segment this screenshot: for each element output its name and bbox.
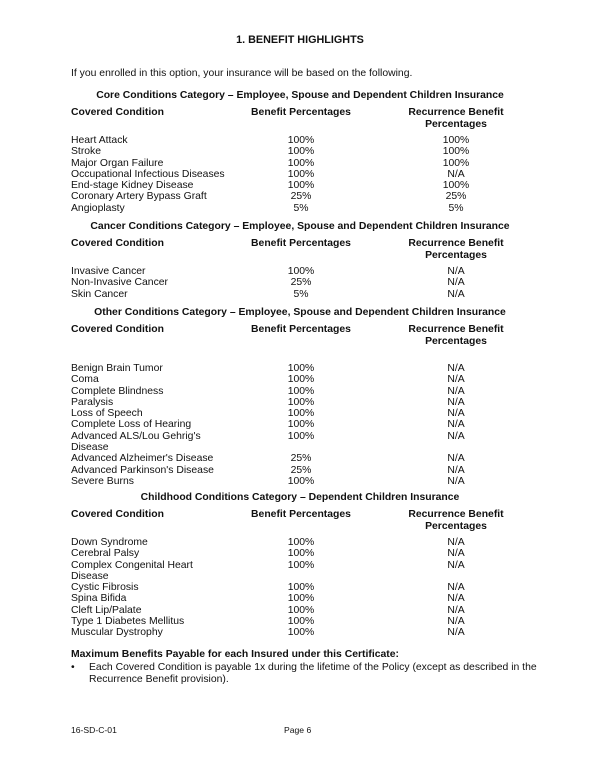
- table-row: [0, 386, 600, 397]
- condition-cell: Paralysis: [71, 396, 114, 408]
- table-row: [0, 374, 600, 385]
- benefit-cell: 5%: [293, 202, 309, 214]
- recurrence-cell: N/A: [447, 627, 465, 639]
- recurrence-cell: 100%: [442, 157, 470, 169]
- benefit-cell: 100%: [287, 374, 315, 386]
- header-condition: Covered Condition: [71, 238, 164, 249]
- maximum-benefits-heading: Maximum Benefits Payable for each Insured under this Certificate:: [71, 649, 399, 660]
- benefit-cell: 25%: [290, 277, 312, 289]
- benefit-cell: 100%: [287, 266, 315, 277]
- benefit-cell: 100%: [287, 604, 315, 616]
- condition-cell: Advanced ALS/Lou Gehrig's Disease: [71, 430, 201, 454]
- recurrence-cell: N/A: [447, 464, 465, 476]
- benefit-cell: 25%: [290, 191, 312, 203]
- recurrence-cell: 5%: [448, 202, 464, 214]
- table-body: [0, 135, 600, 214]
- benefit-cell: 100%: [287, 548, 315, 560]
- benefit-cell: 100%: [287, 408, 315, 420]
- condition-cell: Cystic Fibrosis: [71, 582, 139, 594]
- benefit-cell: 5%: [293, 288, 309, 300]
- section-childhood-conditions: [0, 490, 600, 639]
- recurrence-cell: 25%: [445, 191, 467, 203]
- table-header: [0, 324, 600, 363]
- section-heading: Core Conditions Category – Employee, Spouse and Dependent Children Insurance: [96, 90, 504, 101]
- table-row: [0, 548, 600, 559]
- recurrence-cell: N/A: [447, 537, 465, 548]
- recurrence-cell: 100%: [442, 180, 470, 192]
- condition-cell: Invasive Cancer: [71, 266, 146, 277]
- condition-cell: Complex Congenital Heart Disease: [71, 559, 193, 582]
- recurrence-cell: N/A: [447, 475, 465, 487]
- benefit-cell: 100%: [287, 537, 315, 548]
- benefit-cell: 100%: [287, 582, 315, 594]
- benefit-cell: 100%: [287, 180, 315, 192]
- section-heading: Childhood Conditions Category – Dependent Children Insurance: [140, 492, 460, 503]
- table-row: [0, 453, 600, 464]
- table-row: [0, 146, 600, 157]
- table-row: [0, 397, 600, 408]
- condition-cell: Complete Loss of Hearing: [71, 419, 192, 431]
- recurrence-cell: N/A: [447, 453, 465, 465]
- table-row: [0, 476, 600, 487]
- condition-cell: Cerebral Palsy: [71, 548, 140, 560]
- section-cancer-conditions: [0, 219, 600, 300]
- table-row: [0, 289, 600, 300]
- benefit-cell: 100%: [287, 559, 315, 571]
- recurrence-cell: N/A: [447, 363, 465, 374]
- condition-cell: Stroke: [71, 146, 102, 158]
- recurrence-cell: N/A: [447, 604, 465, 616]
- condition-cell: Type 1 Diabetes Mellitus: [71, 616, 185, 628]
- table-row: [0, 627, 600, 638]
- condition-cell: Major Organ Failure: [71, 157, 164, 169]
- header-benefit: Benefit Percentages: [251, 324, 351, 335]
- benefit-cell: 100%: [287, 396, 315, 408]
- recurrence-cell: 100%: [442, 135, 470, 146]
- recurrence-cell: N/A: [447, 419, 465, 431]
- recurrence-cell: N/A: [447, 374, 465, 386]
- benefit-cell: 100%: [287, 146, 315, 158]
- page-title: 1. BENEFIT HIGHLIGHTS: [236, 34, 364, 46]
- condition-cell: Benign Brain Tumor: [71, 363, 163, 374]
- section-other-conditions: [0, 305, 600, 487]
- recurrence-cell: N/A: [447, 548, 465, 560]
- table-row: [0, 593, 600, 604]
- table-row: [0, 363, 600, 374]
- footer-page-number: Page 6: [284, 725, 312, 735]
- condition-cell: Loss of Speech: [71, 408, 143, 420]
- table-header: [0, 107, 600, 135]
- benefit-cell: 25%: [290, 464, 312, 476]
- table-row: [0, 537, 600, 548]
- table-row: [0, 266, 600, 277]
- condition-cell: Complete Blindness: [71, 385, 164, 397]
- condition-cell: Non-Invasive Cancer: [71, 277, 169, 289]
- condition-cell: End-stage Kidney Disease: [71, 180, 194, 192]
- recurrence-cell: 100%: [442, 146, 470, 158]
- recurrence-cell: N/A: [447, 277, 465, 289]
- benefit-cell: 100%: [287, 616, 315, 628]
- table-row: [0, 605, 600, 616]
- recurrence-cell: N/A: [447, 559, 465, 571]
- table-row: [0, 158, 600, 169]
- benefit-cell: 100%: [287, 475, 315, 487]
- recurrence-cell: N/A: [447, 593, 465, 605]
- bullet-text: Each Covered Condition is payable 1x during the lifetime of the Policy (except as described in the Recurrence Benefit provision).: [89, 662, 537, 685]
- header-recurrence: Recurrence Benefit Percentages: [408, 107, 504, 130]
- recurrence-cell: N/A: [447, 430, 465, 442]
- table-row: [0, 560, 600, 583]
- recurrence-cell: N/A: [447, 288, 465, 300]
- condition-cell: Coma: [71, 374, 99, 386]
- condition-cell: Coronary Artery Bypass Graft: [71, 191, 207, 203]
- section-core-conditions: [0, 88, 600, 214]
- table-body: [0, 537, 600, 639]
- condition-cell: Occupational Infectious Diseases: [71, 168, 225, 180]
- header-benefit: Benefit Percentages: [251, 509, 351, 520]
- recurrence-cell: N/A: [447, 408, 465, 420]
- table-row: [0, 408, 600, 419]
- section-heading: Cancer Conditions Category – Employee, Spouse and Dependent Children Insurance: [90, 221, 510, 232]
- benefit-cell: 100%: [287, 385, 315, 397]
- benefit-cell: 100%: [287, 627, 315, 639]
- table-row: [0, 582, 600, 593]
- benefit-cell: 100%: [287, 168, 315, 180]
- header-condition: Covered Condition: [71, 324, 164, 335]
- condition-cell: Skin Cancer: [71, 288, 128, 300]
- footer-form-id: 16-SD-C-01: [71, 725, 117, 735]
- condition-cell: Cleft Lip/Palate: [71, 604, 142, 616]
- benefit-cell: 100%: [287, 593, 315, 605]
- table-row: [0, 135, 600, 146]
- benefit-cell: 25%: [290, 453, 312, 465]
- table-header: [0, 509, 600, 537]
- condition-cell: Advanced Parkinson's Disease: [71, 464, 214, 476]
- condition-cell: Heart Attack: [71, 135, 128, 146]
- condition-cell: Advanced Alzheimer's Disease: [71, 453, 214, 465]
- table-row: [0, 203, 600, 214]
- header-benefit: Benefit Percentages: [251, 107, 351, 118]
- table-row: [0, 180, 600, 191]
- table-body: [0, 266, 600, 300]
- recurrence-cell: N/A: [447, 396, 465, 408]
- recurrence-cell: N/A: [447, 582, 465, 594]
- condition-cell: Angioplasty: [71, 202, 125, 214]
- table-row: [0, 191, 600, 202]
- benefit-cell: 100%: [287, 363, 315, 374]
- header-recurrence: Recurrence Benefit Percentages: [408, 324, 504, 347]
- condition-cell: Muscular Dystrophy: [71, 627, 163, 639]
- recurrence-cell: N/A: [447, 168, 465, 180]
- header-benefit: Benefit Percentages: [251, 238, 351, 249]
- header-recurrence: Recurrence Benefit Percentages: [408, 509, 504, 532]
- table-row: [0, 419, 600, 430]
- benefit-cell: 100%: [287, 419, 315, 431]
- table-body: [0, 363, 600, 487]
- table-header: [0, 238, 600, 266]
- table-row: [0, 616, 600, 627]
- bullet-icon: •: [71, 662, 75, 673]
- benefit-cell: 100%: [287, 430, 315, 442]
- header-condition: Covered Condition: [71, 509, 164, 520]
- condition-cell: Severe Burns: [71, 475, 134, 487]
- benefit-cell: 100%: [287, 157, 315, 169]
- table-row: [0, 465, 600, 476]
- recurrence-cell: N/A: [447, 266, 465, 277]
- recurrence-cell: N/A: [447, 385, 465, 397]
- section-heading: Other Conditions Category – Employee, Spouse and Dependent Children Insurance: [94, 307, 506, 318]
- header-recurrence: Recurrence Benefit Percentages: [408, 238, 504, 261]
- recurrence-cell: N/A: [447, 616, 465, 628]
- condition-cell: Down Syndrome: [71, 537, 148, 548]
- table-row: [0, 277, 600, 288]
- intro-text: If you enrolled in this option, your insurance will be based on the following.: [71, 68, 413, 79]
- header-condition: Covered Condition: [71, 107, 164, 118]
- condition-cell: Spina Bifida: [71, 593, 127, 605]
- table-row: [0, 169, 600, 180]
- benefit-cell: 100%: [287, 135, 315, 146]
- table-row: [0, 431, 600, 454]
